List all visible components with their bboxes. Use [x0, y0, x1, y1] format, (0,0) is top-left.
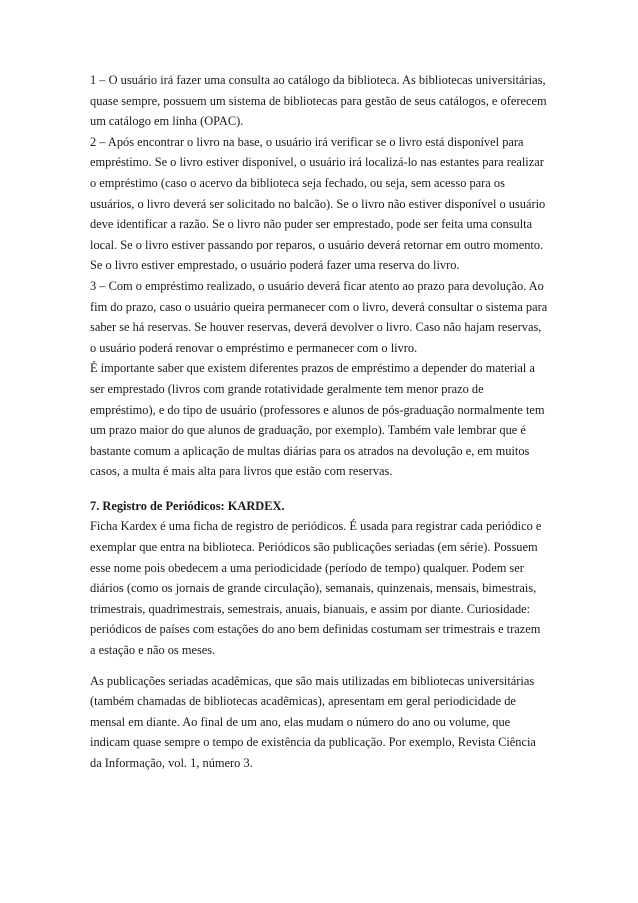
- text-line: deve identificar a razão. Se o livro não puder ser emprestado, pode ser feita uma consulta: [90, 217, 533, 232]
- text-line: o empréstimo (caso o acervo da biblioteca seja fechado, ou seja, sem acesso para os: [90, 175, 505, 190]
- text-line: da Informação, vol. 1, número 3.: [90, 756, 253, 770]
- text-line: um catálogo em linha (OPAC).: [90, 114, 244, 129]
- text-line: 1 – O usuário irá fazer uma consulta ao catálogo da biblioteca. As bibliotecas universitárias,: [90, 73, 546, 87]
- text-line: o usuário poderá renovar o empréstimo e permanecer com o livro.: [90, 340, 418, 355]
- paragraph-gap: [90, 482, 560, 496]
- text-line: usuários, o livro deverá ser solicitado no balcão). Se o livro não estiver disponível o usuário: [90, 196, 546, 211]
- text-line: diários (como os jornais de grande circulação), semanais, quinzenais, mensais, bimestrais,: [90, 581, 537, 596]
- text-line: indicam quase sempre o tempo de existência da publicação. Por exemplo, Revista Ciência: [90, 735, 536, 750]
- text-line: empréstimo. Se o livro estiver disponível, o usuário irá localizá-lo nas estantes para realizar: [90, 155, 544, 170]
- text-line: trimestrais, quadrimestrais, semestrais, anuais, bianuais, e assim por diante. Curiosidade:: [90, 601, 531, 616]
- text-line: bastante comum a aplicação de multas diárias para os atrados na devolução e, em muitos: [90, 443, 530, 458]
- text-line: saber se há reservas. Se houver reservas, deverá devolver o livro. Caso não hajam reservas,: [90, 320, 542, 335]
- loan-process-section: [90, 70, 560, 482]
- kardex-section: [90, 496, 560, 661]
- text-line: mensal em diante. Ao final de um ano, elas mudam o número do ano ou volume, que: [90, 714, 511, 729]
- text-line: local. Se o livro estiver passando por reparos, o usuário deverá retornar em outro momento.: [90, 237, 544, 252]
- text-line: As publicações seriadas acadêmicas, que são mais utilizadas em bibliotecas universitárias: [90, 673, 535, 688]
- text-line: empréstimo), e do tipo de usuário (professores e alunos de pós-graduação normalmente tem: [90, 402, 545, 417]
- text-line: exemplar que entra na biblioteca. Periódicos são publicações seriadas (em série). Possuem: [90, 540, 538, 555]
- text-line: 2 – Após encontrar o livro na base, o usuário irá verificar se o livro está disponível para: [90, 134, 524, 149]
- text-line: esse nome pois obedecem a uma periodicidade (período de tempo) qualquer. Podem ser: [90, 560, 524, 575]
- paragraph-gap: [90, 661, 560, 671]
- text-line: ser emprestado (livros com grande rotatividade geralmente tem menor prazo de: [90, 381, 484, 396]
- text-line: periódicos de países com estações do ano bem definidas costumam ser trimestrais e trazem: [90, 622, 541, 637]
- text-line: quase sempre, possuem um sistema de bibliotecas para gestão de seus catálogos, e oferecem: [90, 93, 547, 108]
- text-line: (também chamadas de bibliotecas acadêmicas), apresentam em geral periodicidade de: [90, 694, 516, 709]
- academic-serials-paragraph: [90, 671, 560, 774]
- document-page: [90, 70, 560, 774]
- text-line: Se o livro estiver emprestado, o usuário poderá fazer uma reserva do livro.: [90, 258, 460, 273]
- text-line: É importante saber que existem diferentes prazos de empréstimo a depender do material a: [90, 361, 535, 376]
- section-heading: 7. Registro de Periódicos: KARDEX.: [90, 498, 285, 513]
- text-line: Ficha Kardex é uma ficha de registro de periódicos. É usada para registrar cada periódico e: [90, 519, 542, 534]
- text-line: 3 – Com o empréstimo realizado, o usuário deverá ficar atento ao prazo para devolução. Ao: [90, 278, 544, 293]
- text-line: um prazo maior do que alunos de graduação, por exemplo). Também vale lembrar que é: [90, 423, 526, 438]
- text-line: fim do prazo, caso o usuário queira permanecer com o livro, deverá consultar o sistema para: [90, 299, 548, 314]
- text-line: a estação e não os meses.: [90, 643, 216, 658]
- text-line: casos, a multa é mais alta para livros que estão com reservas.: [90, 464, 393, 479]
